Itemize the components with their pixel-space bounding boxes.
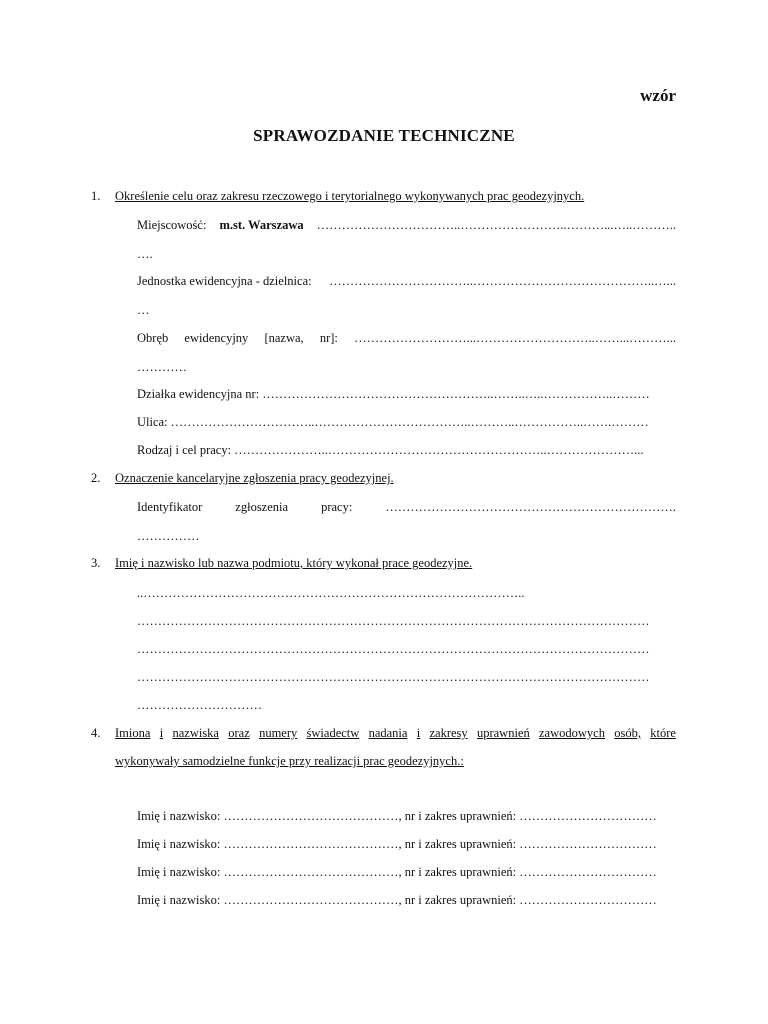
jednostka-continuation: … — [137, 303, 150, 317]
heading-word: zawodowych — [539, 726, 605, 740]
heading-word: oraz — [228, 726, 250, 740]
obreb-continuation: ………… — [137, 360, 187, 374]
obreb-label-word: [nazwa, — [264, 331, 304, 345]
section-4-heading-line-2: wykonywały samodzielne funkcje przy realizacji prac geodezyjnych.: — [115, 754, 464, 768]
template-label: wzór — [640, 86, 676, 105]
ulica-field[interactable]: Ulica: ……………………………..………………………………..………..……………..…….……… — [137, 415, 649, 429]
page-title: SPRAWOZDANIE TECHNICZNE — [253, 126, 515, 145]
identyfikator-continuation: …………… — [137, 529, 200, 543]
miejscowosc-value: m.st. Warszawa — [219, 218, 304, 232]
section-1-number: 1. — [91, 189, 101, 203]
heading-word: i — [416, 726, 421, 740]
identyfikator-label-word: zgłoszenia — [235, 500, 289, 514]
heading-word: które — [650, 726, 676, 740]
jednostka-dots: ……………………………..……………………………………..…... — [329, 274, 676, 288]
heading-word: zakresy — [429, 726, 468, 740]
heading-word: nadania — [368, 726, 408, 740]
section-4-number: 4. — [91, 726, 101, 740]
section-3-number: 3. — [91, 556, 101, 570]
heading-word: numery — [259, 726, 298, 740]
wykonawca-line[interactable]: …………………………………………………………………………………………………………… — [137, 642, 650, 656]
section-3-heading: Imię i nazwisko lub nazwa podmiotu, który wykonał prace geodezyjne. — [115, 556, 473, 570]
obreb-label-word: Obręb — [137, 331, 169, 345]
identyfikator-dots: ……………………………………………………………. — [385, 500, 676, 514]
osoba-row[interactable]: Imię i nazwisko: ……………………………………, nr i zakres uprawnień: …………………………… — [137, 809, 657, 823]
wykonawca-line[interactable]: ..……………………………………………………………………………….. — [137, 586, 525, 600]
obreb-label-word: ewidencyjny — [184, 331, 249, 345]
obreb-dots: ………………………...………………………..……...………... — [354, 331, 676, 345]
section-2-number: 2. — [91, 471, 101, 485]
dzialka-field[interactable]: Działka ewidencyjna nr: ………………………………………………..……..…..……………..……… — [137, 387, 650, 401]
identyfikator-field[interactable] — [137, 499, 676, 515]
rodzaj-field[interactable]: Rodzaj i cel pracy: …………………..……………………………………………..…………………... — [137, 443, 644, 457]
osoba-row[interactable]: Imię i nazwisko: ……………………………………, nr i zakres uprawnień: …………………………… — [137, 865, 657, 879]
miejscowosc-field[interactable] — [137, 217, 676, 233]
heading-word: świadectw — [306, 726, 360, 740]
section-4-heading-line-1 — [115, 725, 676, 741]
osoba-row[interactable]: Imię i nazwisko: ……………………………………, nr i zakres uprawnień: …………………………… — [137, 837, 657, 851]
miejscowosc-label: Miejscowość: — [137, 218, 207, 232]
jednostka-label: Jednostka ewidencyjna - dzielnica: — [137, 274, 312, 288]
heading-word: nazwiska — [172, 726, 219, 740]
wykonawca-line[interactable]: ………………………… — [137, 698, 262, 712]
wykonawca-line[interactable]: …………………………………………………………………………………………………………… — [137, 670, 650, 684]
section-1-heading: Określenie celu oraz zakresu rzeczowego i terytorialnego wykonywanych prac geodezyjnych. — [115, 189, 585, 203]
miejscowosc-continuation: …. — [137, 247, 153, 261]
obreb-field[interactable] — [137, 330, 676, 346]
heading-word: i — [159, 726, 164, 740]
identyfikator-label-word: Identyfikator — [137, 500, 203, 514]
osoba-row[interactable]: Imię i nazwisko: ……………………………………, nr i zakres uprawnień: …………………………… — [137, 893, 657, 907]
section-2-heading: Oznaczenie kancelaryjne zgłoszenia pracy geodezyjnej. — [115, 471, 394, 485]
obreb-label-word: nr]: — [319, 331, 338, 345]
wykonawca-line[interactable]: …………………………………………………………………………………………………………… — [137, 614, 650, 628]
identyfikator-label-word: pracy: — [321, 500, 353, 514]
heading-word: osób, — [614, 726, 641, 740]
heading-word: Imiona — [115, 726, 151, 740]
miejscowosc-dots: ……………………………..……………………..………...…..……….. — [316, 218, 676, 232]
jednostka-field[interactable] — [137, 273, 676, 289]
heading-word: uprawnień — [476, 726, 530, 740]
